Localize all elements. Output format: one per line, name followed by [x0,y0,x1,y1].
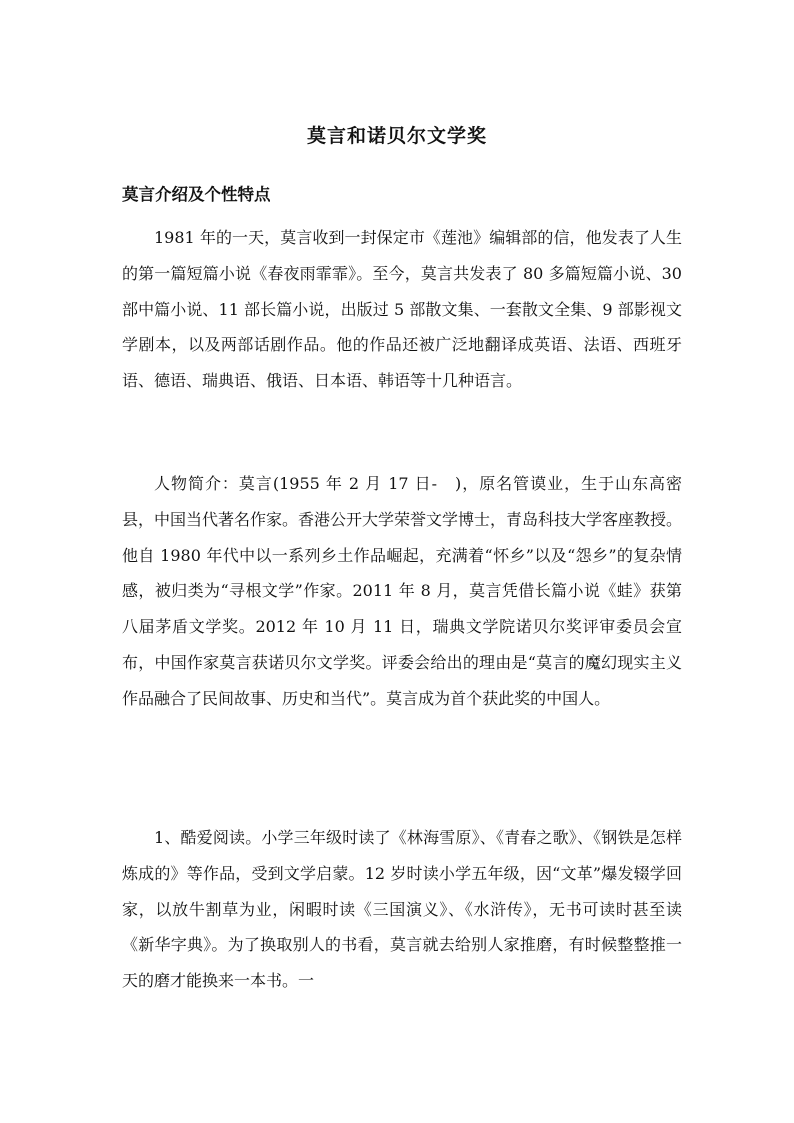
paragraph-reading [122,820,682,999]
paragraph-publications [122,220,682,399]
section-heading: 莫言介绍及个性特点 [122,185,271,204]
paragraph-text: 1981 年的一天，莫言收到一封保定市《莲池》编辑部的信，他发表了人生的第一篇短篇小说《春夜雨霏霏》。至今，莫言共发表了 80 多篇短篇小说、30 部中篇小说、11 部长篇小说，出版过 5 部散文集、一套散文全集、9 部影视文学剧本，以及两部话剧作品。他的作品还被广泛地翻译成英语、法语、西班牙语、德语、瑞典语、俄语、日本语、韩语等十几种语言。 [122,228,682,391]
paragraph-text: 人物简介：莫言(1955 年 2 月 17 日- )，原名管谟业，生于山东高密县，中国当代著名作家。香港公开大学荣誉文学博士，青岛科技大学客座教授。他自 1980 年代中以一系列乡土作品崛起，充满着“怀乡”以及“怨乡”的复杂情感，被归类为“寻根文学”作家。2011 年 8 月，莫言凭借长篇小说《蛙》获第八届茅盾文学奖。2012 年 10 月 11 日，瑞典文学院诺贝尔奖评审委员会宣布，中国作家莫言获诺贝尔文学奖。评委会给出的理由是“莫言的魔幻现实主义作品融合了民间故事、历史和当代”。莫言成为首个获此奖的中国人。 [122,474,683,708]
document-title: 莫言和诺贝尔文学奖 [306,125,487,147]
paragraph-text: 1、酷爱阅读。小学三年级时读了《林海雪原》、《青春之歌》、《钢铁是怎样炼成的》等作品，受到文学启蒙。12 岁时读小学五年级，因“文革”爆发辍学回家，以放牛割草为业，闲暇时读《三国演义》、《水浒传》，无书可读时甚至读《新华字典》。为了换取别人的书看，莫言就去给别人家推磨，有时候整整推一天的磨才能换来一本书。一 [122,828,682,991]
paragraph-biography [122,466,682,717]
